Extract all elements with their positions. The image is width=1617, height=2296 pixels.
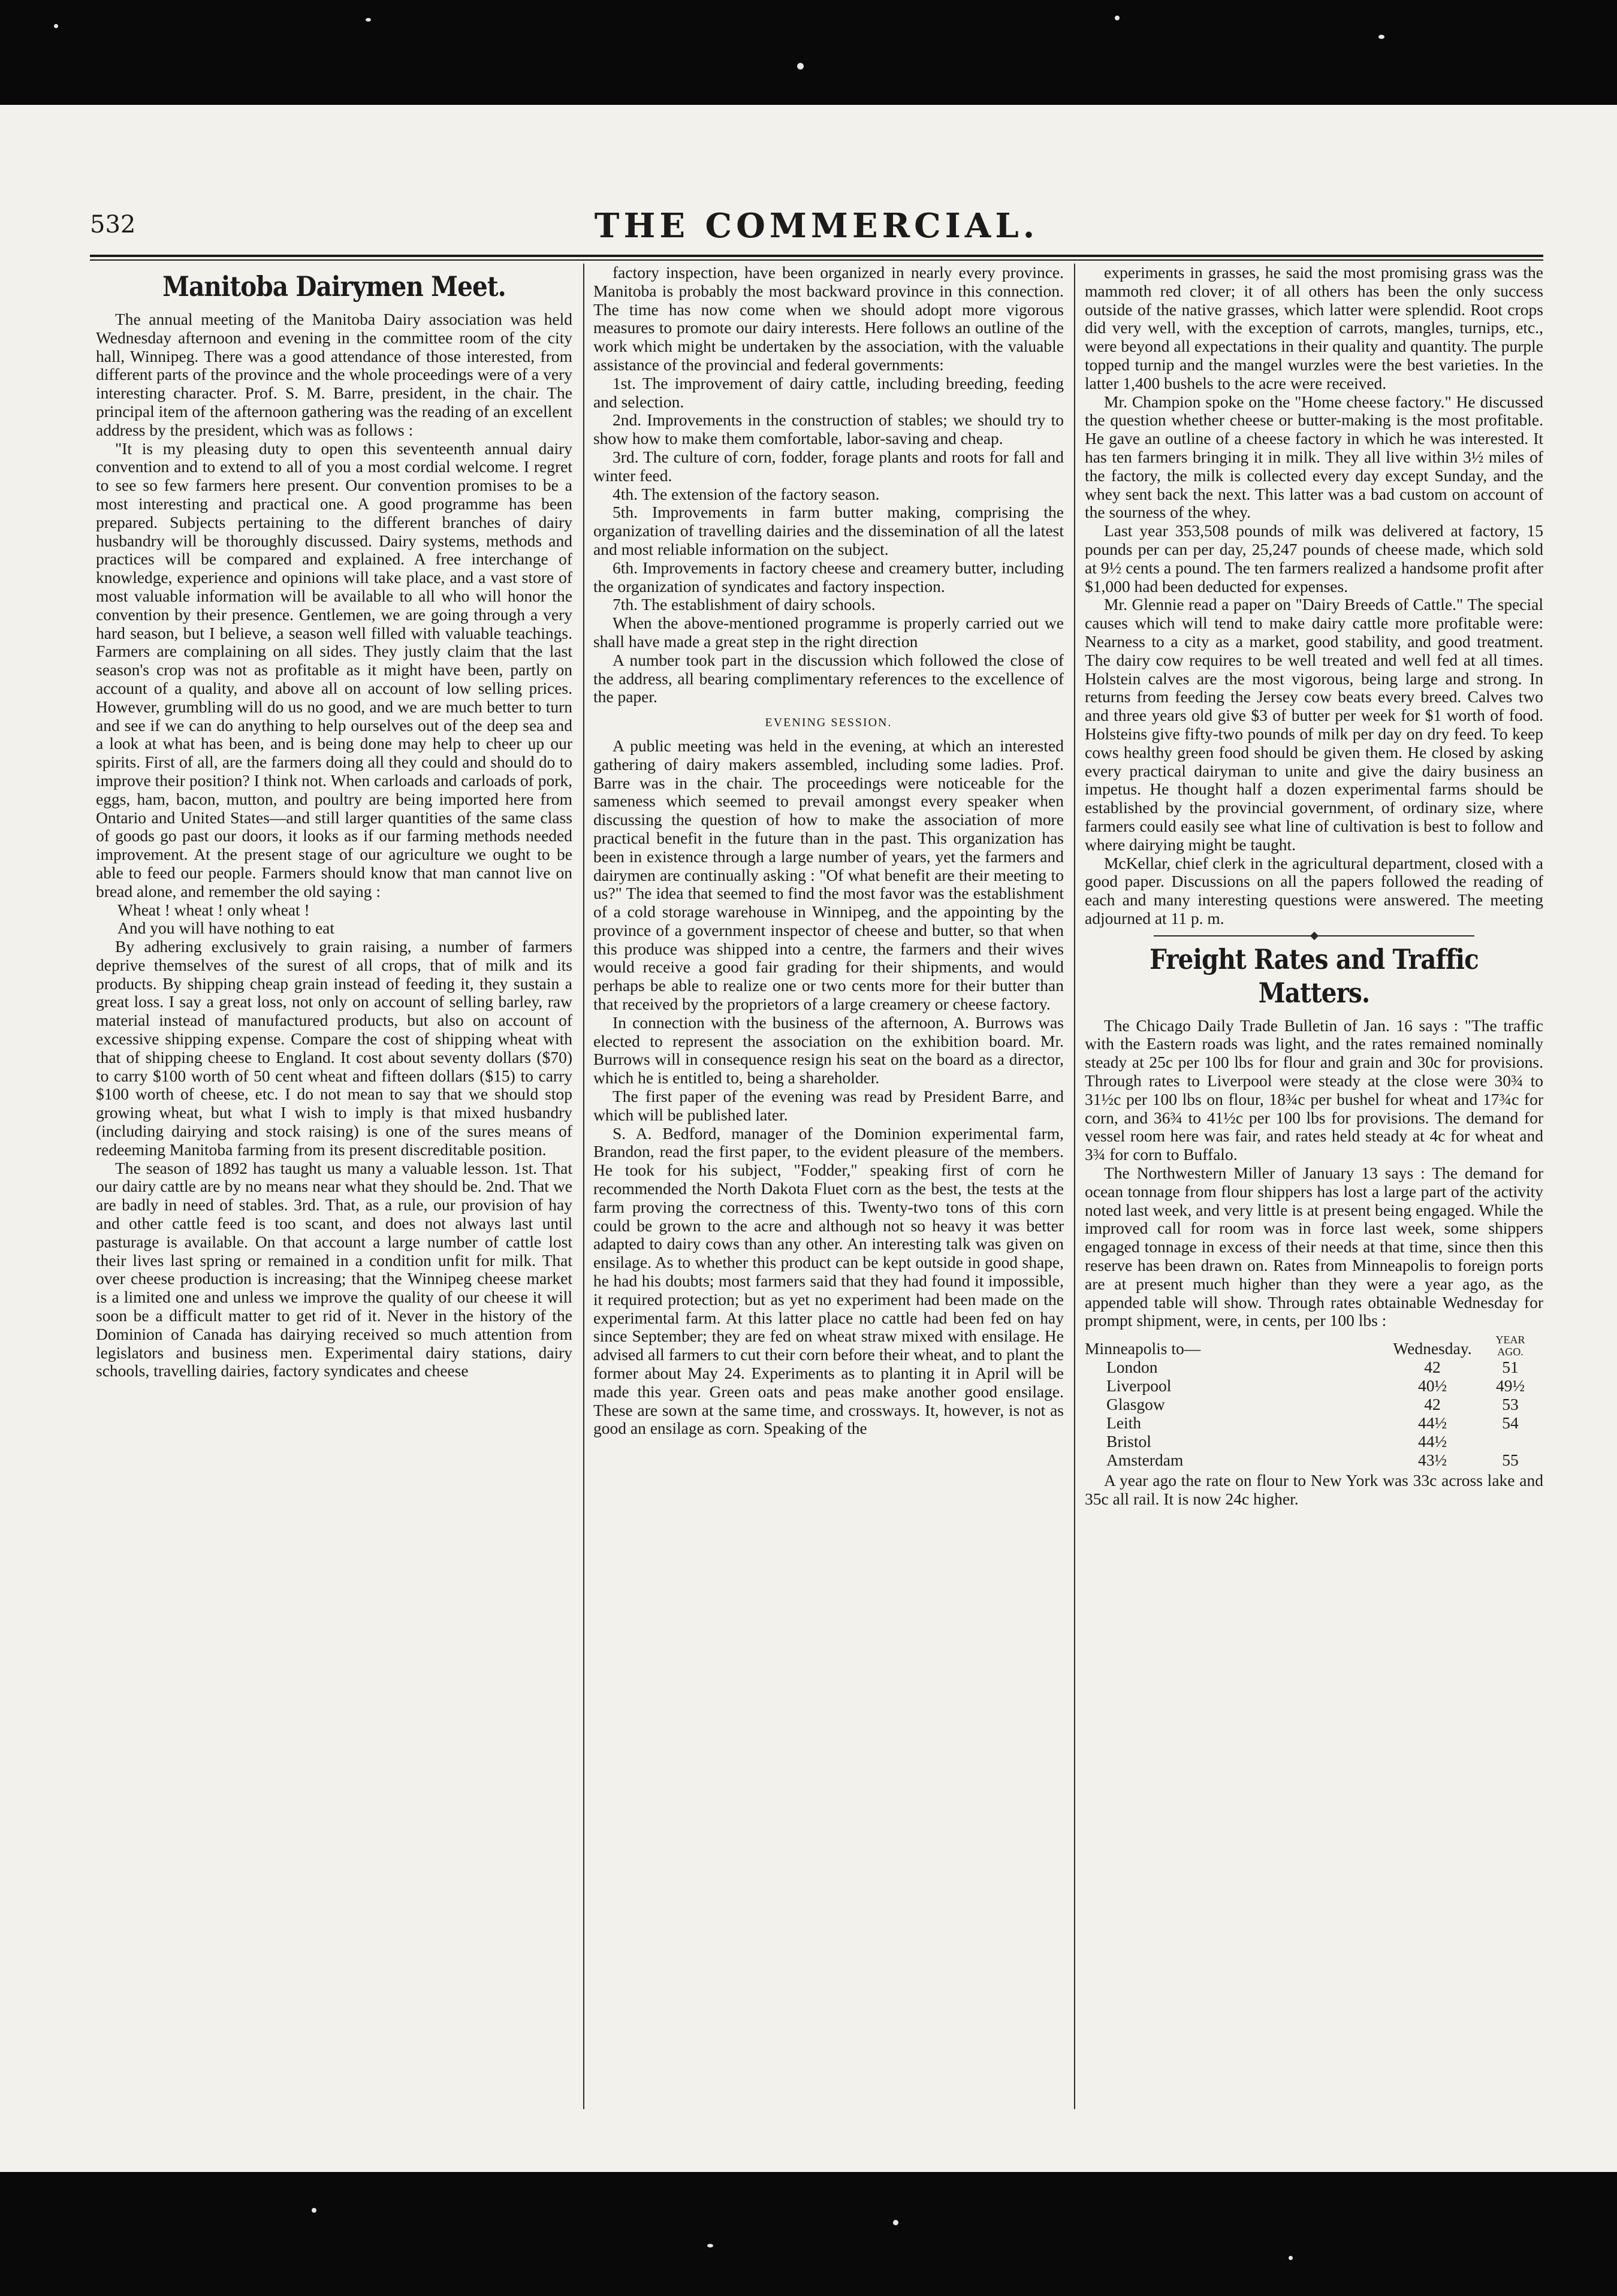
freight-rates-table [1085,1334,1543,1469]
paragraph: "It is my pleasing duty to open this seventeenth annual dairy convention and to extend to all of you a most cordial welcome. I regret to see so few farmers here present. Our convention promises to be a most interesting and practical one. A good programme has been prepared. Subjects pertaining to the different branches of dairy husbandry will be thoroughly discussed. Dairy systems, methods and practices will be compared and explained. A free interchange of knowledge, experience and opinions will take place, and a vast store of most valuable information will be available to all who will honor the convention by their presence. Gentlemen, we are going through a very hard season, but I believe, a season well filled with valuable teachings. Farmers are complaining on all sides. They justly claim that the last season's crop was not as profitable as it might have been, partly on account of a quality, and above all on account of low selling prices. However, grumbling will do us no good, and we are much better to turn and see if we can do anything to help ourselves out of the deep sea and a look at what has been, and is being done may help to cheer up our spirits. First of all, are the farmers doing all they could and should do to improve their position? I think not. When carloads and carloads of pork, eggs, ham, bacon, mutton, and poultry are being imported here from Ontario and United States—and still larger quantities of the same class of goods go past our doors, it looks as if our farming methods needed improvement. At the present stage of our agriculture we ought to be able to feed our people. Farmers should know that man cannot live on bread alone, and remember the old saying : [96,439,572,901]
list-item: 4th. The extension of the factory season. [613,484,880,503]
paragraph: By adhering exclusively to grain raising, a number of farmers deprive themselves of the surest of all crops, that of milk and its products. By shipping cheap grain instead of feeding it, they sustain a great loss. I say a great loss, not only on account of selling barley, raw material instead of manufactured products, but also on account of excessive shipping expense. Compare the cost of shipping wheat with that of shipping cheese to England. It cost about seventy dollars ($70) to carry $100 worth of 50 cent wheat and fifteen dollars ($15) to carry $100 worth of cheese, etc. I do not mean to say that we should stop growing wheat, but what I wish to imply is that mixed husbandry (including dairying and stock raising) is one of the sures means of redeeming Manitoba farming from its present discreditable position. [96,937,572,1159]
list-item: 7th. The establishment of dairy schools. [613,595,876,614]
verse-line: And you will have nothing to eat [117,919,335,938]
list-item: 1st. The improvement of dairy cattle, including breeding, feeding and selection. [593,373,1064,411]
paragraph: The season of 1892 has taught us many a valuable lesson. 1st. That our dairy cattle are by no means near what they should be. 2nd. That we are badly in need of stables. 3rd. That, as a rule, our provision of hay and other cattle feed is too scant, and does not always last until pasturage is available. On that account a large number of cattle lost their lives last spring or remained in a condition unfit for milk. That over cheese production is increasing; that the Winnipeg cheese market is a limited one and unless we improve the quality of our cheese it will soon be a difficult matter to get rid of it. Never in the history of the Dominion of Canada has dairying received so much attention from legislators and business men. Experimental dairy stations, dairy schools, travelling dairies, factory syndicates and cheese [96,1158,572,1380]
list-item: 6th. Improvements in factory cheese and creamery butter, including the organization of syndicates and factory inspection. [593,558,1064,596]
table-header-label: Minneapolis to— [1085,1339,1201,1358]
scan-bottom-border [0,2172,1617,2296]
programme-list [593,374,1064,614]
list-item: 3rd. The culture of corn, fodder, forage plants and roots for fall and winter feed. [593,447,1064,485]
column-1 [96,264,572,2115]
paragraph: When the above-mentioned programme is properly carried out we shall have made a great step in the right direction [593,614,1064,651]
verse-line: Wheat ! wheat ! only wheat ! [117,900,310,919]
paragraph: experiments in grasses, he said the most promising grass was the mammoth red clover; it of all others has been the only success outside of the native grasses, which latter were splendid. Root crops did very well, with the exception of carrots, mangles, turnips, etc., were beyond all expectations in their quality and quantity. The purple topped turnip and the mangel wurzles were the best varieties. In the latter 1,400 bushels to the acre were received. [1085,264,1543,392]
paragraph: The Northwestern Miller of January 13 says : The demand for ocean tonnage from flour shippers has lost a large part of the activity noted last week, and very little is at present being engaged. While the improved call for room was in force last week, some shippers engaged tonnage in excess of their needs at that time, since then this reserve has been drawn on. Rates from Minneapolis to foreign ports are at present much higher than they were a year ago, as the appended table will show. Through rates obtainable Wednesday for prompt shipment, were, in cents, per 100 lbs : [1085,1164,1543,1330]
page-header [90,198,1543,252]
column-2 [593,264,1064,2115]
page-number: 532 [90,211,136,238]
table-row: Bristol 44½ [1106,1432,1447,1451]
paragraph: A year ago the rate on flour to New York was 33c across lake and 35c all rail. It is now 24c higher. [1085,1471,1543,1509]
table-row: Amsterdam 43½ 55 [1106,1451,1519,1470]
article-title: Freight Rates and Traffic Matters. [1150,942,1479,1009]
paragraph: A number took part in the discussion which followed the close of the address, all bearing complimentary references to the excellence of the paper. [593,650,1064,706]
paragraph: The Chicago Daily Trade Bulletin of Jan. 16 says : "The traffic with the Eastern roads was light, and the rates remained nominally steady at 25c per 100 lbs for flour and grain and 30c for provisions. Through rates to Liverpool were steady at the close were 30¾ to 31½c per 100 lbs on flour, 18¾c per bushel for wheat and 17¾c for corn, and 36¾ to 41½c per 100 lbs for provisions. The demand for vessel room here was fair, and rates held steady at 4c for wheat and 3¾ for corn to Buffalo. [1085,1016,1543,1164]
header-rule [90,255,1543,257]
paragraph: Mr. Glennie read a paper on "Dairy Breeds of Cattle." The special causes which will tend to make dairy cattle more profitable were: Nearness to a city as a market, good stability, and good treatment. The dairy cow requires to be well treated and well fed at all times. Holstein calves are the most vigorous, being large and strong. In returns from feeding the Jersey cow beats every breed. Calves two and three years old give $3 of butter per week for $1 worth of food. Holsteins give fifty-two pounds of milk per day on dry feed. To keep cows healthy green food should be given them. He closed by asking every practical dairyman to unite and give the dairy business an impetus. He thought half a dozen experimental farms should be established by the provincial government, of ordinary size, where farmers could easily see what line of cultivation is best to follow and where dairying might be taught. [1085,595,1543,854]
scan-top-border [0,0,1617,105]
paragraph: S. A. Bedford, manager of the Dominion experimental farm, Brandon, read the first paper, to the evident pleasure of the members. He took for his subject, "Fodder," speaking first of corn he recommended the North Dakota Fluet corn as the best, the tests at the farm proving the correctness of this. Twenty-two tons of this corn could be grown to the acre and although not so heavy it was better adapted to dairy cows than any other. An interesting talk was given on ensilage. As to whether this product can be kept outside in good shape, he had his doubts; most farmers said that they had found it impossible, it required protection; but as yet no experiment had been made on the experimental farm. At this latter place no cattle had been fed on hay since September; they are fed on wheat straw mixed with ensilage. He advised all farmers to cut their corn before their wheat, and to plant the former about May 24. Experiments as to planting it in April will be made this year. Green oats and peas make another good ensilage. These are sown at the same time, and crossways. It, however, is not as good an ensilage as corn. Speaking of the [593,1123,1064,1438]
table-row: London 42 51 [1106,1358,1519,1377]
table-header-wednesday: Wednesday. [1393,1339,1472,1358]
list-item: 5th. Improvements in farm butter making, comprising the organization of travelling dairies and the dissemination of all the latest and most reliable information on the subject. [593,503,1064,558]
paragraph: The first paper of the evening was read by President Barre, and which will be published later. [593,1087,1064,1124]
table-row: Leith 44½ 54 [1106,1413,1519,1433]
column-3 [1085,264,1543,2115]
list-item: 2nd. Improvements in the construction of stables; we should try to show how to make them comfortable, labor-saving and cheap. [593,410,1064,448]
table-row: Glasgow 42 53 [1106,1395,1519,1414]
paragraph: In connection with the business of the afternoon, A. Burrows was elected to represent the association on the exhibition board. Mr. Burrows will in consequence resign his seat on the board as a director, which he is entitled to, being a shareholder. [593,1013,1064,1087]
header-rule-thin [90,259,1543,261]
paragraph: Mr. Champion spoke on the "Home cheese factory." He discussed the question whether cheese or butter-making is the most profitable. He gave an outline of a cheese factory in which he was interested. It has ten farmers bringing it in milk. They all live within 3½ miles of the factory, the milk is collected every day except Sunday, and the whey sent back the next. This latter was a bad custom on account of the sourness of the whey. [1085,392,1543,522]
section-heading: EVENING SESSION. [765,716,892,730]
column-divider [583,264,584,2109]
column-divider [1074,264,1075,2109]
paragraph: A public meeting was held in the evening, at which an interested gathering of dairy makers assembled, including some ladies. Prof. Barre was in the chair. The proceedings were noticeable for the sameness which seemed to prevail amongst every speaker when discussing the question of how to make the association of more practical benefit in the future than in the past. This organization has been in existence through a large number of years, yet the farmers and dairymen are continually asking : "Of what benefit are their meeting to us?" The idea that seemed to find the most favor was the establishment of a cold storage warehouse in Winnipeg, and the appointing by the province of a government inspector of cheese and butter, so that when this produce was shipped into a centre, the farmers and their wives would receive a good fair grading for their shipments, and would perhaps be able to realize one or two cents more for their butter than that received by the proprietors of a large creamery or cheese factory. [593,736,1064,1014]
paragraph: factory inspection, have been organized in nearly every province. Manitoba is probably the most backward province in this connection. The time has now come when we should adopt more vigorous measures to promote our dairy interests. Here follows an outline of the work which might be undertaken by the association, with the valuable assistance of the provincial and federal governments: [593,264,1064,374]
paragraph: Last year 353,508 pounds of milk was delivered at factory, 15 pounds per can per day, 25,247 pounds of cheese made, which sold at 9½ cents a pound. The ten farmers realized a handsome profit after $1,000 had been deducted for expenses. [1085,521,1543,596]
paragraph: The annual meeting of the Manitoba Dairy association was held Wednesday afternoon and evening in the committee room of the city hall, Winnipeg. There was a good attendance of those interested, from different parts of the province and the whole proceedings were of a very interesting character. Prof. S. M. Barre, president, in the chair. The principal item of the afternoon gathering was the reading of an excellent address by the president, which was as follows : [96,310,572,439]
table-row: Liverpool 40½ 49½ [1106,1376,1525,1395]
table-header-year-ago: YEAR AGO. [1495,1334,1525,1358]
article-title: Manitoba Dairymen Meet. [162,270,506,303]
paragraph: McKellar, chief clerk in the agricultural department, closed with a good paper. Discussions on all the papers followed the reading of each and many interesting questions were answered. The meeting adjourned at 11 p. m. [1085,853,1543,928]
masthead: THE COMMERCIAL. [594,206,1039,246]
article-separator [1154,935,1475,936]
